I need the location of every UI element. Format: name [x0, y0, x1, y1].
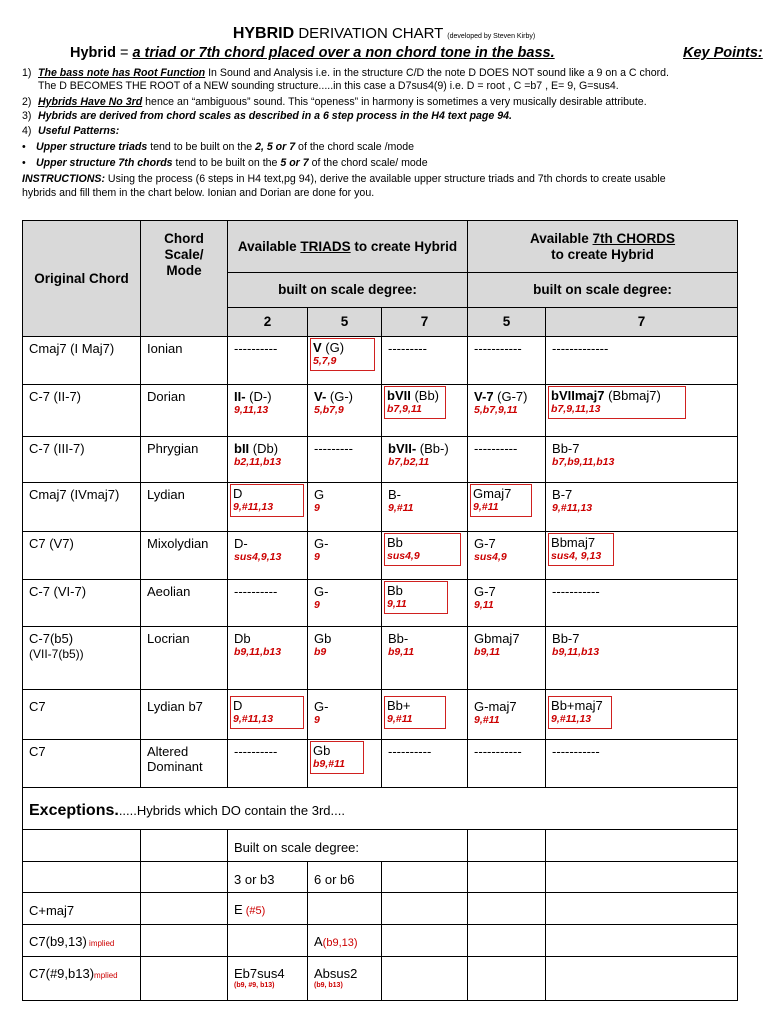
- original-chord: C-7 (VI-7): [23, 580, 141, 627]
- original-chord: C-7 (III-7): [23, 437, 141, 483]
- seventh-deg5: [468, 337, 546, 385]
- cell-hint: 5,7,9: [313, 355, 337, 367]
- cell-hint: 9,#11,13: [233, 713, 274, 725]
- triad-deg7: [382, 483, 468, 532]
- point-4-bold: Useful Patterns:: [38, 125, 120, 137]
- cell-hint: b9,11: [388, 646, 415, 658]
- table-row: [23, 337, 738, 385]
- cell-hint: b2,11,b13: [234, 456, 282, 468]
- degree-header: 5: [468, 308, 546, 337]
- cell-hint: 9: [314, 502, 320, 514]
- cell-value: Bb+: [387, 698, 411, 713]
- table-row: [23, 385, 738, 437]
- triad-deg5: [308, 627, 382, 690]
- degree-header: 7: [382, 308, 468, 337]
- cell-value: G-maj7: [474, 699, 517, 714]
- exception-chord-name: C7(#9,b13): [29, 966, 95, 981]
- cell-note: (Db): [249, 441, 279, 456]
- empty-cell: [382, 925, 468, 957]
- original-chord: C7: [23, 740, 141, 788]
- cell-value: ----------: [234, 341, 278, 356]
- triad-deg5: [308, 437, 382, 483]
- cell-value: E: [234, 902, 243, 917]
- triad-deg5: [308, 740, 382, 788]
- exception-deg6: [308, 893, 382, 925]
- bullet-triads: • Upper structure triads tend to be built on the 2, 5 or 7 of the chord scale /mode: [22, 141, 415, 153]
- header-built-on-sevenths: built on scale degree:: [468, 273, 738, 308]
- point-1-text: In Sound and Analysis i.e. in the structure C/D the note D DOES NOT sound like a 9 on a C chord.: [205, 67, 669, 79]
- triad-deg2: [228, 580, 308, 627]
- point-3-num: 3): [22, 110, 32, 122]
- cell-hint: 9,#11,13: [551, 713, 592, 725]
- highlight-box: [310, 338, 375, 371]
- degree-header: 2: [228, 308, 308, 337]
- table-row: [23, 957, 738, 1001]
- highlight-box: [548, 533, 614, 566]
- exception-chord: [23, 957, 141, 1001]
- cell-value: Bb+maj7: [551, 698, 603, 713]
- cell-value: ----------: [234, 584, 278, 599]
- exception-deg3: [228, 957, 308, 1001]
- cell-value: Absus2: [314, 966, 358, 981]
- cell-note: (G): [321, 340, 345, 355]
- bullet-1-bold: Upper structure triads: [36, 141, 148, 153]
- triad-deg5: [308, 532, 382, 580]
- table-row: [23, 437, 738, 483]
- cell-hint: 9,#11,13: [233, 501, 274, 513]
- cell-value: ----------: [388, 744, 432, 759]
- bullet-1-end: of the chord scale /mode: [295, 141, 415, 153]
- cell-hint: b9,11: [474, 646, 501, 658]
- cell-value: II-: [234, 389, 246, 404]
- empty-cell: [546, 862, 738, 893]
- exception-chord: [23, 925, 141, 957]
- seventh-deg5: [468, 437, 546, 483]
- exception-chord-name: C+maj7: [29, 903, 75, 918]
- triad-deg5: [308, 385, 382, 437]
- cell-value: -----------: [474, 341, 522, 356]
- point-2-num: 2): [22, 96, 32, 108]
- header-sevenths-post: to create Hybrid: [551, 246, 654, 262]
- cell-value: bVII-: [388, 441, 417, 456]
- exceptions-title: Exceptions.: [29, 802, 119, 819]
- cell-value: G-: [314, 699, 329, 714]
- chord-mode: Phrygian: [141, 437, 228, 483]
- exception-deg3: [228, 925, 308, 957]
- bullet-1-deg: 2, 5 or 7: [255, 141, 296, 153]
- point-2-text: hence an “ambiguous” sound. This “openess” in harmony is sometimes a very musically desirable attribute.: [142, 96, 647, 108]
- empty-cell: [546, 893, 738, 925]
- table-row: [23, 483, 738, 532]
- cell-hint: b9,11,b13: [552, 646, 600, 658]
- cell-value: G-7: [474, 536, 496, 551]
- exceptions-text: .....Hybrids which DO contain the 3rd....: [118, 803, 345, 818]
- header-original-chord: Original Chord: [23, 221, 141, 337]
- exceptions-heading: [23, 788, 738, 830]
- cell-hint: b9,11,b13: [234, 646, 282, 658]
- point-4: [22, 125, 752, 137]
- chord-line1: C-7(b5): [29, 631, 74, 646]
- triad-deg7: [382, 580, 468, 627]
- empty-cell: [468, 862, 546, 893]
- empty-cell: [141, 862, 228, 893]
- header-built-on-triads: built on scale degree:: [228, 273, 468, 308]
- cell-note: (Bb-): [416, 441, 449, 456]
- seventh-deg5: [468, 740, 546, 788]
- table-row: [23, 532, 738, 580]
- point-1-bold: The bass note has Root Function: [38, 67, 206, 79]
- cell-value: Bb-7: [552, 631, 580, 646]
- header-triads-u: TRIADS: [300, 238, 351, 254]
- triad-deg2: [228, 385, 308, 437]
- cell-value: A: [314, 934, 323, 949]
- triad-deg2: [228, 337, 308, 385]
- chord-mode: Altered Dominant: [141, 740, 228, 788]
- cell-hint: 9,#11: [388, 502, 414, 514]
- cell-note: (Bb): [410, 388, 440, 403]
- cell-value: ---------: [314, 441, 353, 456]
- empty-cell: [546, 925, 738, 957]
- highlight-box: [548, 386, 686, 419]
- table-row: [23, 580, 738, 627]
- seventh-deg7: [546, 627, 738, 690]
- cell-note: (#5): [242, 905, 266, 917]
- cell-value: D: [233, 486, 243, 501]
- point-3: [22, 110, 752, 122]
- cell-hint: 9,#11: [387, 713, 413, 725]
- instructions-text: Using the process (6 steps in H4 text,pg 94), derive the available upper structure triads and 7th chords to create usable: [104, 173, 666, 185]
- empty-cell: [23, 862, 141, 893]
- seventh-deg5: [468, 627, 546, 690]
- triad-deg2: [228, 627, 308, 690]
- cell-value: bII: [234, 441, 250, 456]
- point-3-bold: Hybrids are derived from chord scales as described in a 6 step process in the H4 text page 94.: [38, 110, 512, 122]
- table-row: [23, 925, 738, 957]
- cell-hint: b7,9,11: [387, 403, 422, 415]
- point-1-line2: The D BECOMES THE ROOT of a NEW sounding structure.....in this case a D7sus4(9) i.e. D = root , C =b7 , E= 9, G=sus4.: [38, 80, 619, 92]
- empty-cell: [546, 957, 738, 1001]
- highlight-box: [384, 696, 446, 729]
- bullet-2-deg: 5 or 7: [280, 157, 309, 169]
- empty-cell: [382, 893, 468, 925]
- cell-note: (D-): [245, 389, 272, 404]
- empty-cell: [468, 925, 546, 957]
- chart-title: [0, 25, 768, 45]
- cell-value: Bb-7: [552, 441, 580, 456]
- cell-hint: (b9, b13): [314, 982, 343, 989]
- title-credit: (developed by Steven Kirby): [447, 33, 536, 40]
- original-chord: Cmaj7 (I Maj7): [23, 337, 141, 385]
- cell-value: -----------: [552, 584, 600, 599]
- cell-value: B-: [388, 487, 401, 502]
- hybrid-definition: [70, 45, 763, 62]
- empty-cell: [141, 830, 228, 862]
- cell-value: bVII: [387, 388, 411, 403]
- cell-note: (G-7): [493, 389, 528, 404]
- triad-deg5: [308, 580, 382, 627]
- empty-cell: [382, 957, 468, 1001]
- original-chord: [23, 627, 141, 690]
- cell-value: Gb: [314, 631, 332, 646]
- cell-value: D: [233, 698, 243, 713]
- cell-value: G-: [314, 584, 329, 599]
- cell-hint: 5,b7,9,11: [474, 404, 518, 416]
- table-row: [23, 627, 738, 690]
- point-2-bold: Hybrids Have No 3rd: [38, 96, 143, 108]
- exception-deg6: [308, 957, 382, 1001]
- cell-note: (b9,13): [322, 937, 358, 949]
- cell-value: Db: [234, 631, 251, 646]
- cell-value: B-7: [552, 487, 573, 502]
- triad-deg2: [228, 740, 308, 788]
- bullet-2-bold: Upper structure 7th chords: [36, 157, 173, 169]
- cell-note: (G-): [326, 389, 354, 404]
- point-2: [22, 96, 752, 108]
- highlight-box: [470, 484, 532, 517]
- highlight-box: [384, 386, 446, 419]
- cell-value: G-7: [474, 584, 496, 599]
- triad-deg7: [382, 627, 468, 690]
- point-1: [22, 67, 752, 79]
- exception-chord: [23, 893, 141, 925]
- cell-value: V-7: [474, 389, 494, 404]
- exceptions-degree: 3 or b3: [228, 862, 308, 893]
- empty-cell: [468, 893, 546, 925]
- triad-deg7: [382, 385, 468, 437]
- cell-value: Gmaj7: [473, 486, 512, 501]
- header-triads: [228, 221, 468, 273]
- seventh-deg5: [468, 580, 546, 627]
- exceptions-degree: 6 or b6: [308, 862, 382, 893]
- exceptions-subheader: [23, 830, 738, 862]
- seventh-deg7: [546, 740, 738, 788]
- point-4-num: 4): [22, 125, 32, 137]
- chord-line2: (VII-7(b5)): [29, 647, 84, 661]
- seventh-deg7: [546, 690, 738, 740]
- chord-mode: Ionian: [141, 337, 228, 385]
- cell-value: Bb-: [388, 631, 409, 646]
- chord-mode: Locrian: [141, 627, 228, 690]
- cell-value: Bb: [387, 583, 403, 598]
- bullet-2-mid: tend to be built on the: [172, 157, 281, 169]
- point-1-num: 1): [22, 67, 32, 79]
- table-row: [23, 893, 738, 925]
- seventh-deg5: [468, 385, 546, 437]
- cell-value: ----------: [474, 441, 518, 456]
- cell-hint: 9,11,13: [234, 404, 269, 416]
- seventh-deg5: [468, 690, 546, 740]
- cell-hint: 9: [314, 714, 320, 726]
- cell-value: Eb7sus4: [234, 966, 285, 981]
- empty-cell: [141, 925, 228, 957]
- header-sevenths-pre: Available: [530, 230, 593, 246]
- seventh-deg7: [546, 532, 738, 580]
- triad-deg2: [228, 690, 308, 740]
- def-text: a triad or 7th chord placed over a non chord tone in the bass.: [132, 45, 555, 61]
- cell-hint: b9,#11: [313, 758, 345, 770]
- degree-header: 5: [308, 308, 382, 337]
- cell-value: -----------: [474, 744, 522, 759]
- cell-hint: 9,#11,13: [552, 502, 593, 514]
- cell-hint: 9: [314, 599, 320, 611]
- cell-value: ----------: [234, 744, 278, 759]
- table-row: [23, 690, 738, 740]
- cell-hint: sus4,9,13: [234, 551, 282, 563]
- cell-value: Bb: [387, 535, 403, 550]
- cell-value: Gb: [313, 743, 331, 758]
- cell-hint: b7,b2,11: [388, 456, 430, 468]
- header-sevenths-u: 7th CHORDS: [592, 230, 676, 246]
- bullet-sevenths: • Upper structure 7th chords tend to be built on the 5 or 7 of the chord scale/ mode: [22, 157, 428, 169]
- seventh-deg7: [546, 580, 738, 627]
- cell-hint: (b9, #9, b13): [234, 982, 275, 989]
- chord-mode: Aeolian: [141, 580, 228, 627]
- exception-chord-note: mplied: [94, 971, 118, 980]
- header-triads-post: to create Hybrid: [350, 238, 458, 254]
- original-chord: C7: [23, 690, 141, 740]
- triad-deg5: [308, 690, 382, 740]
- title-bold: HYBRID: [232, 25, 295, 42]
- chord-mode: Mixolydian: [141, 532, 228, 580]
- highlight-box: [230, 484, 304, 517]
- empty-cell: [546, 830, 738, 862]
- cell-value: ---------: [388, 341, 427, 356]
- empty-cell: [141, 957, 228, 1001]
- cell-value: V: [313, 340, 322, 355]
- cell-hint: 9,#11: [473, 501, 499, 513]
- table-row: [23, 740, 738, 788]
- highlight-box: [548, 696, 612, 729]
- bullet-2-end: of the chord scale/ mode: [308, 157, 428, 169]
- cell-value: G-: [314, 536, 329, 551]
- triad-deg7: [382, 337, 468, 385]
- instructions-line2: hybrids and fill them in the chart below. Ionian and Dorian are done for you.: [22, 187, 375, 199]
- header-triads-pre: Available: [237, 238, 301, 254]
- cell-note: (Bbmaj7): [604, 388, 661, 403]
- triad-deg2: [228, 532, 308, 580]
- triad-deg7: [382, 437, 468, 483]
- degree-header: 7: [546, 308, 738, 337]
- empty-cell: [382, 862, 468, 893]
- seventh-deg7: [546, 437, 738, 483]
- empty-cell: [141, 893, 228, 925]
- cell-value: -------------: [552, 341, 609, 356]
- cell-value: Bbmaj7: [551, 535, 596, 550]
- highlight-box: [310, 741, 364, 774]
- cell-hint: b7,9,11,13: [551, 403, 601, 415]
- cell-value: G: [314, 487, 325, 502]
- header-sevenths: [468, 221, 738, 273]
- seventh-deg7: [546, 385, 738, 437]
- triad-deg7: [382, 690, 468, 740]
- highlight-box: [384, 533, 461, 566]
- original-chord: C7 (V7): [23, 532, 141, 580]
- hybrid-chart-table: [22, 220, 738, 1001]
- chord-mode: Lydian: [141, 483, 228, 532]
- cell-value: V-: [314, 389, 327, 404]
- cell-hint: sus4,9: [474, 551, 507, 563]
- empty-cell: [23, 830, 141, 862]
- cell-value: -----------: [552, 744, 600, 759]
- exception-deg6: [308, 925, 382, 957]
- highlight-box: [384, 581, 448, 614]
- cell-hint: b7,b9,11,b13: [552, 456, 615, 468]
- title-rest: DERIVATION CHART: [298, 25, 444, 42]
- cell-value: Gbmaj7: [474, 631, 520, 646]
- instructions: [22, 173, 752, 185]
- original-chord: Cmaj7 (IVmaj7): [23, 483, 141, 532]
- seventh-deg7: [546, 483, 738, 532]
- highlight-box: [230, 696, 304, 729]
- chord-mode: Dorian: [141, 385, 228, 437]
- exception-deg3: [228, 893, 308, 925]
- cell-hint: 9,11: [474, 599, 494, 611]
- original-chord: C-7 (II-7): [23, 385, 141, 437]
- seventh-deg5: [468, 532, 546, 580]
- exceptions-row: [23, 788, 738, 830]
- seventh-deg5: [468, 483, 546, 532]
- triad-deg5: [308, 337, 382, 385]
- exceptions-built-label: Built on scale degree:: [228, 830, 468, 862]
- def-eq: =: [115, 45, 133, 61]
- def-label: Hybrid: [70, 45, 116, 61]
- instructions-label: INSTRUCTIONS:: [22, 173, 105, 185]
- triad-deg5: [308, 483, 382, 532]
- exception-chord-note: implied: [86, 939, 115, 948]
- key-points-label: Key Points:: [683, 45, 763, 61]
- exception-chord-name: C7(b9,13): [29, 934, 87, 949]
- cell-value: bVIImaj7: [551, 388, 605, 403]
- cell-hint: 9: [314, 551, 320, 563]
- cell-value: D-: [234, 536, 248, 551]
- triad-deg2: [228, 483, 308, 532]
- header-chord-scale: Chord Scale/ Mode: [141, 221, 228, 337]
- triad-deg7: [382, 532, 468, 580]
- seventh-deg7: [546, 337, 738, 385]
- cell-hint: 5,b7,9: [314, 404, 344, 416]
- triad-deg2: [228, 437, 308, 483]
- chord-mode: Lydian b7: [141, 690, 228, 740]
- cell-hint: sus4,9: [387, 550, 420, 562]
- empty-cell: [468, 830, 546, 862]
- cell-hint: sus4, 9,13: [551, 550, 602, 562]
- exceptions-degree-row: [23, 862, 738, 893]
- triad-deg7: [382, 740, 468, 788]
- cell-hint: b9: [314, 646, 327, 658]
- bullet-1-mid: tend to be built on the: [147, 141, 256, 153]
- cell-hint: 9,#11: [474, 714, 500, 726]
- cell-hint: 9,11: [387, 598, 407, 610]
- empty-cell: [468, 957, 546, 1001]
